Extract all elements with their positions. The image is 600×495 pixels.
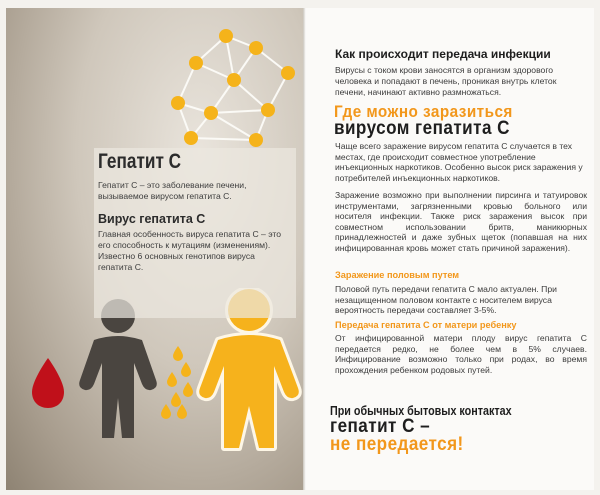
droplets-icon [161,346,193,419]
where-paragraph-1: Чаще всего заражение вирусом гепатита С случается в тех местах, где происходит совместное употребление инъекционных наркотиков. Особенно высок риск заражения у потребителей инъекционных наркотиков. [335,141,583,183]
virus-heading: Вирус гепатита С [98,212,206,226]
transmission-text: Вирусы с током крови заносятся в организм здорового человека и попадают в печень, проникая внутрь клеток печени, начинают активно размножаться. [335,65,557,97]
sexual-heading: Заражение половым путем [335,270,460,280]
definition-text: Гепатит С – это заболевание печени, вызываемое вирусом гепатита С. [98,180,247,201]
figures-illustration [6,288,304,490]
page-title: Гепатит С [98,150,182,173]
household-line2: гепатит С – [330,416,431,437]
molecule-illustration [156,18,304,153]
dark-person-icon [79,299,157,438]
household-line3: не передается! [330,434,464,455]
mother-text: От инфицированной матери плоду вирус гепатита С передается редко, не более чем в 5% случаев. Инфицирование возможно только при родах, во время прохождения ребенком родовых путей. [335,333,587,375]
where-paragraph-2: Заражение возможно при выполнении пирсинга и татуировок инструментами, загрязненными кровью больного или носителя инфекции. Также риск заражения высок при совместном использовании бритв, маникюрных принадлежностей и даже зубных щеток (попавшая на них инфицированная кровь может стать причиной заражения). [335,190,587,253]
blood-drop-icon [32,358,64,408]
mother-heading: Передача гепатита С от матери ребенку [335,320,517,330]
where-heading-line2: вирусом гепатита С [334,118,510,139]
where-heading-line1: Где можно заразиться [334,102,513,121]
virus-text: Главная особенность вируса гепатита С – это его способность к мутациям (изменениям). Известно 6 основных генотипов вируса гепатита С. [98,229,282,272]
household-line1: При обычных бытовых контактах [330,404,512,418]
sexual-text: Половой путь передачи гепатита С мало актуален. При незащищенном половом контакте с носителем вируса вероятность передачи составляет 3-5%. [335,284,557,316]
transmission-heading: Как происходит передача инфекции [335,47,551,61]
